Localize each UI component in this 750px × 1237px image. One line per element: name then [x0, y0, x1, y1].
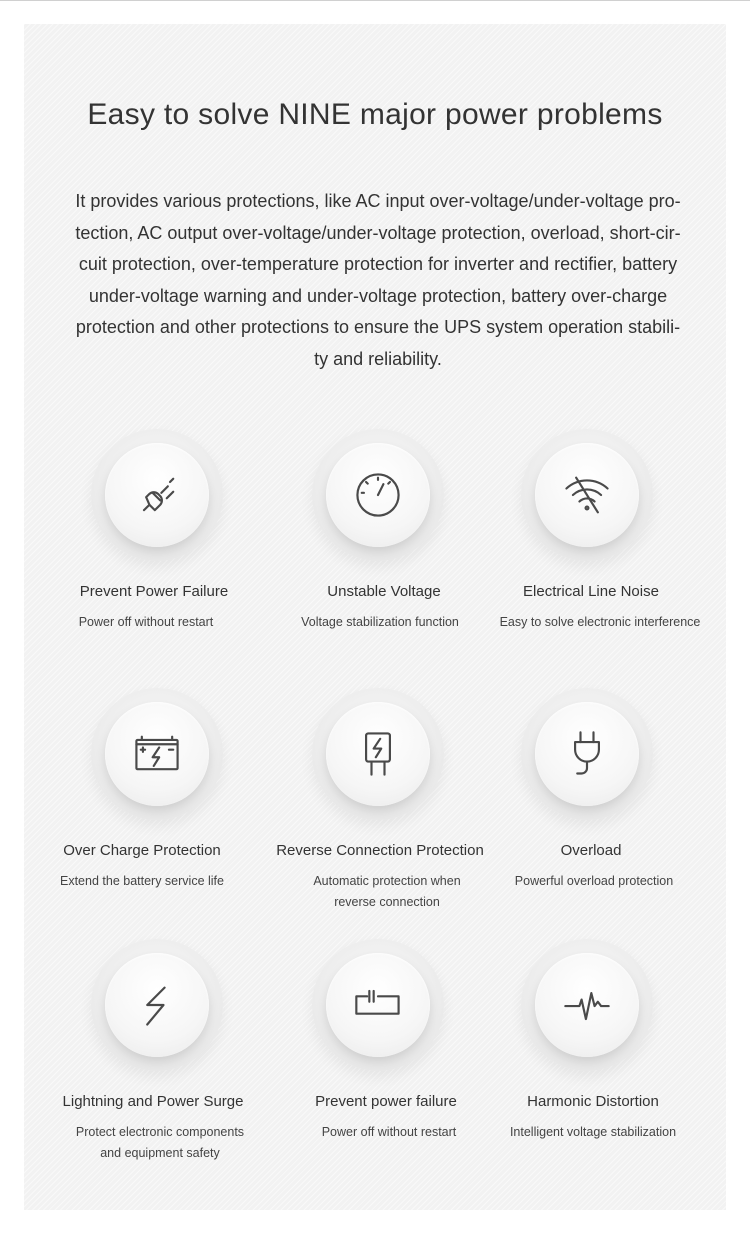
feature-description: Powerful overload protection: [514, 874, 674, 888]
battery-charge-icon: [131, 728, 183, 780]
top-divider: [0, 0, 750, 1]
feature-description: Easy to solve electronic interference: [499, 615, 701, 629]
feature-icon-circle: [521, 429, 653, 561]
feature-title: Lightning and Power Surge: [62, 1093, 244, 1110]
feature-icon-circle: [521, 688, 653, 820]
pulse-wave-icon: [561, 979, 613, 1031]
gauge-icon: [352, 469, 404, 521]
lightning-icon: [131, 979, 183, 1031]
intro-line: cuit protection, over-temperature protection for inverter and rectifier, battery: [78, 254, 678, 274]
feature-icon-circle: [312, 429, 444, 561]
feature-description: Voltage stabilization function: [301, 615, 459, 629]
feature-icon-circle: [312, 688, 444, 820]
battery-icon: [352, 979, 404, 1031]
feature-icon-circle: [521, 939, 653, 1071]
feature-title: Prevent Power Failure: [79, 583, 229, 600]
intro-paragraph: [70, 186, 686, 375]
feature-description: Protect electronic components and equipment safety: [75, 1125, 245, 1160]
intro-line: It provides various protections, like AC input over-voltage/under-voltage pro-: [75, 191, 681, 211]
feature-title: Prevent power failure: [315, 1093, 457, 1110]
feature-icon-circle: [312, 939, 444, 1071]
feature-title: Overload: [560, 842, 622, 859]
feature-title: Harmonic Distortion: [527, 1093, 659, 1110]
feature-title: Unstable Voltage: [327, 583, 441, 600]
feature-title: Electrical Line Noise: [523, 583, 659, 600]
feature-title: Reverse Connection Protection: [276, 842, 484, 859]
power-plug-icon: [561, 728, 613, 780]
feature-icon-circle: [91, 939, 223, 1071]
intro-line: protection and other protections to ensure the UPS system operation stabili-: [75, 317, 681, 337]
feature-icon-circle: [91, 429, 223, 561]
feature-description: Intelligent voltage stabilization: [509, 1125, 677, 1139]
feature-title: Over Charge Protection: [63, 842, 221, 859]
feature-description: Extend the battery service life: [60, 874, 224, 888]
reverse-plug-icon: [352, 728, 404, 780]
feature-description: Automatic protection when reverse connection: [313, 874, 461, 909]
no-signal-icon: [561, 469, 613, 521]
page-title: Easy to solve NINE major power problems: [87, 98, 663, 131]
intro-line: under-voltage warning and under-voltage protection, battery over-charge: [88, 285, 668, 306]
intro-line: ty and reliability.: [314, 348, 442, 369]
feature-icon-circle: [91, 688, 223, 820]
intro-line: tection, AC output over-voltage/under-voltage protection, overload, short-cir-: [75, 222, 681, 243]
plug-unplug-icon: [131, 469, 183, 521]
feature-description: Power off without restart: [78, 615, 214, 629]
feature-description: Power off without restart: [321, 1125, 457, 1139]
